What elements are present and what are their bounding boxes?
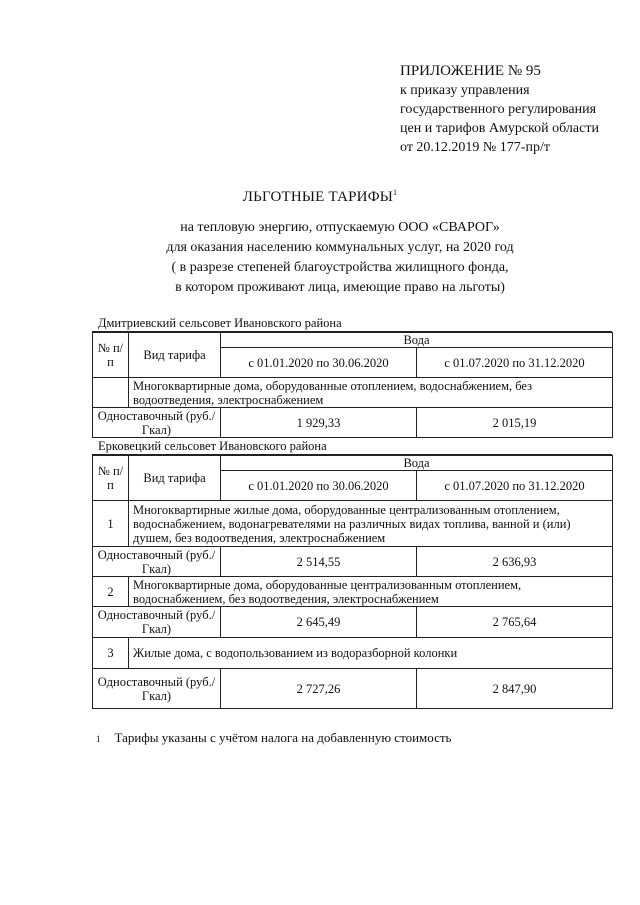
row-num: 3 (93, 638, 129, 669)
footnote-text: Тарифы указаны с учётом налога на добавленную стоимость (114, 730, 452, 745)
tariff-table-dmitrievsky (92, 332, 613, 438)
tariff-type-cell: Одноставочный (руб./Гкал) (93, 547, 221, 577)
tariff-value-period-2: 2 636,93 (417, 547, 613, 577)
row-description: Многоквартирные дома, оборудованные централизованным отоплением, водоснабжением, без водоотведения, электроснабжением (129, 577, 613, 607)
tariff-value-period-2: 2 765,64 (417, 607, 613, 638)
appendix-number: ПРИЛОЖЕНИЕ № 95 (400, 63, 541, 79)
document-title (0, 188, 640, 206)
tariff-type-cell: Одноставочный (руб./Гкал) (93, 607, 221, 638)
footnote-mark: 1 (96, 734, 101, 744)
title-footnote-mark: 1 (393, 188, 398, 197)
row-description: Многоквартирные дома, оборудованные отоплением, водоснабжением, без водоотведения, электроснабжением (129, 378, 613, 408)
row-description: Жилые дома, с водопользованием из водоразборной колонки (129, 638, 613, 669)
header-tariff-type: Вид тарифа (129, 333, 221, 378)
subtitle-line: ( в разрезе степеней благоустройства жилищного фонда, (171, 260, 509, 275)
row-num: 2 (93, 577, 129, 607)
tariff-type-cell: Одноставочный (руб./Гкал) (93, 669, 221, 709)
header-water: Вода (221, 456, 613, 471)
row-num: 1 (93, 501, 129, 547)
tariff-type-cell: Одноставочный (руб./Гкал) (93, 408, 221, 438)
subtitle-line: для оказания населению коммунальных услуг, на 2020 год (166, 240, 514, 255)
region-heading: Ерковецкий сельсовет Ивановского района (92, 438, 612, 455)
header-tariff-type: Вид тарифа (129, 456, 221, 501)
tariff-value-period-2: 2 015,19 (417, 408, 613, 438)
subtitle-line: на тепловую энергию, отпускаемую ООО «СВАРОГ» (180, 220, 500, 235)
document-subtitle (0, 218, 640, 298)
tariff-value-period-1: 2 727,26 (221, 669, 417, 709)
header-period-1: с 01.01.2020 по 30.06.2020 (221, 471, 417, 501)
footnote (96, 730, 451, 746)
header-period-1: с 01.01.2020 по 30.06.2020 (221, 348, 417, 378)
appendix-line: цен и тарифов Амурской области (400, 121, 599, 136)
title-text: ЛЬГОТНЫЕ ТАРИФЫ (242, 189, 394, 205)
tariff-value-period-1: 2 514,55 (221, 547, 417, 577)
tariff-table-container (92, 315, 612, 709)
header-num: № п/п (93, 333, 129, 378)
region-heading: Дмитриевский сельсовет Ивановского района (92, 315, 612, 332)
appendix-line: государственного регулирования (400, 102, 597, 117)
tariff-value-period-2: 2 847,90 (417, 669, 613, 709)
row-description: Многоквартирные жилые дома, оборудованные централизованным отоплением, водоснабжением, водонагревателями на различных видах топлива, ванной и (или) душем, без водоотведения, электроснабжением (129, 501, 613, 547)
tariff-table-erkovetsky (92, 455, 613, 709)
appendix-date: от 20.12.2019 № 177-пр/т (400, 140, 550, 155)
tariff-value-period-1: 1 929,33 (221, 408, 417, 438)
header-period-2: с 01.07.2020 по 31.12.2020 (417, 471, 613, 501)
row-num (93, 378, 129, 408)
subtitle-line: в котором проживают лица, имеющие право на льготы) (175, 280, 505, 295)
header-period-2: с 01.07.2020 по 31.12.2020 (417, 348, 613, 378)
header-num: № п/п (93, 456, 129, 501)
appendix-block (400, 62, 599, 157)
header-water: Вода (221, 333, 613, 348)
tariff-value-period-1: 2 645,49 (221, 607, 417, 638)
appendix-line: к приказу управления (400, 83, 530, 98)
